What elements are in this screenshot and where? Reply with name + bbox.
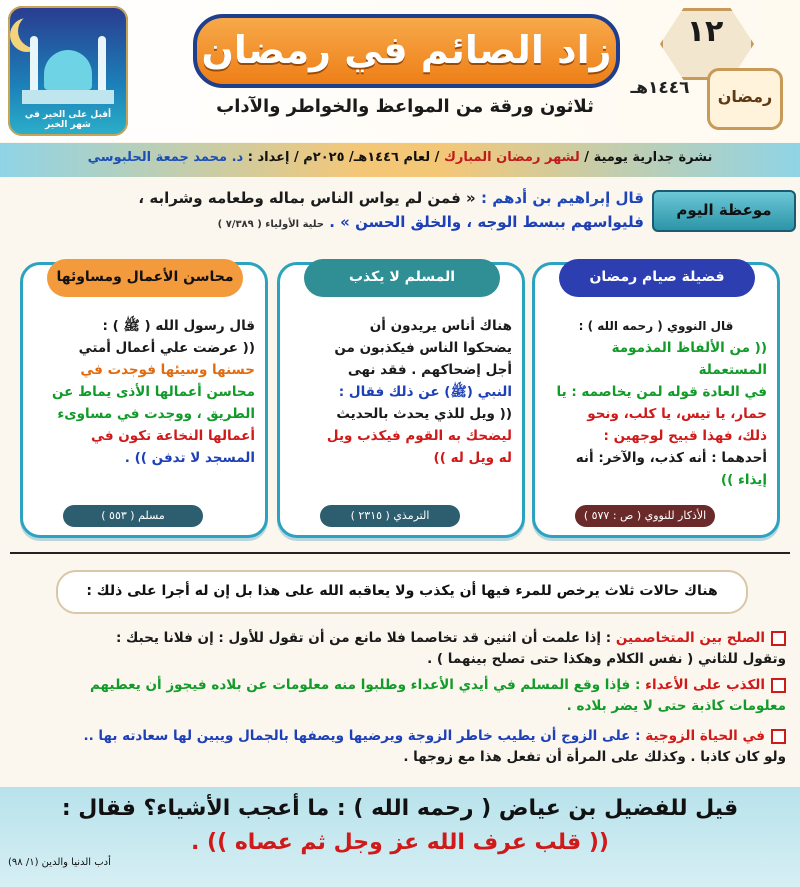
bottom-quote-line-2: (( قلب عرف الله عز وجل ثم عصاه )) .	[191, 830, 609, 855]
card-title: محاسن الأعمال ومساوئها	[47, 259, 243, 297]
card-line: ذلك، فهذا قبيح لوجهين :	[603, 428, 767, 444]
exception-text: : إذا علمت أن اثنين قد تخاصما فلا مانع من أن تقول للأول : إن فلانا يحبك :	[115, 630, 616, 646]
card-line: يضحكوا الناس فيكذبون من	[334, 340, 512, 356]
today-quote	[14, 186, 644, 237]
section-divider	[10, 552, 790, 554]
today-quote-a: « فمن لم يواس الناس بماله وطعامه وشرابه ،	[138, 189, 476, 207]
strip-part-1: نشرة جدارية يومية /	[579, 150, 713, 165]
exception-item	[16, 726, 786, 768]
issue-number: ١٢	[686, 14, 724, 49]
card-line: محاسن أعمالها الأذى يماط عن	[52, 384, 255, 400]
card-line: النبي (ﷺ) عن ذلك فقال :	[338, 384, 512, 400]
exception-item	[16, 628, 786, 670]
card-line: (( من الألفاظ المذمومة المستعملة	[611, 340, 767, 378]
today-speaker: قال إبراهيم بن أدهم :	[480, 189, 644, 207]
card-body	[33, 315, 255, 469]
mosque-dome-icon	[44, 50, 92, 90]
exception-text: وتقول للثاني ( نفس الكلام وهكذا حتى تصلح بينهما ) .	[427, 651, 786, 667]
bottom-source: أدب الدنيا والدين (١/ ٩٨)	[8, 857, 111, 868]
card-source: الأذكار للنووي ( ص : ٥٧٧ )	[575, 505, 715, 527]
mosque-base	[22, 90, 114, 104]
bottom-quote-line-1: قيل للفضيل بن عياض ( رحمه الله ) : ما أعجب الأشياء؟ فقال :	[61, 796, 739, 821]
strip-part-2: لشهر رمضان المبارك	[443, 150, 580, 165]
card-line: هناك أناس يريدون أن	[369, 318, 512, 334]
card-line: المسجد لا تدفن )) .	[124, 450, 255, 466]
today-ref: حلية الأولياء ( ٧/٣٨٩ )	[217, 219, 325, 230]
card-muslim-does-not-lie	[277, 262, 525, 538]
mosque-logo	[8, 6, 128, 136]
card-body	[545, 315, 767, 491]
today-label: موعظة اليوم	[652, 190, 796, 232]
today-quote-b: فليواسهم ببسط الوجه ، والخلق الحسن » .	[329, 213, 644, 231]
card-body	[290, 315, 512, 469]
card-fasting-virtue	[532, 262, 780, 538]
card-line: له ويل له ))	[433, 450, 512, 466]
exception-label: الكذب على الأعداء	[645, 677, 765, 693]
card-intro: قال النووي ( رحمه الله ) :	[578, 319, 734, 333]
card-line: (( ويل للذي يحدث بالحديث	[336, 406, 512, 422]
info-strip-text	[8, 150, 792, 165]
card-line: إيذاء ))	[720, 472, 767, 488]
strip-part-3: / لعام ١٤٤٦هـ/ ٢٠٢٥م / إعداد :	[243, 150, 444, 165]
exception-text: : على الزوج أن يطيب خاطر الزوجة ويرضيها ويصفها بالجمال ويبين لها سعادته بها ..	[83, 728, 646, 744]
card-title: فضيلة صيام رمضان	[559, 259, 755, 297]
year-label: ١٤٤٦هـ	[630, 78, 690, 98]
card-line: (( عرضت علي أعمال أمتي	[78, 340, 255, 356]
card-line: أحدهما : أنه كذب، والآخر: أنه	[575, 450, 767, 466]
exception-label: في الحياة الزوجية	[645, 728, 765, 744]
page-title: زاد الصائم في رمضان	[193, 14, 620, 88]
checkbox-icon	[771, 729, 786, 744]
card-source: مسلم ( ٥٥٣ )	[63, 505, 203, 527]
card-source: الترمذي ( ٢٣١٥ )	[320, 505, 460, 527]
card-line: في العادة قوله لمن يخاصمه : يا	[556, 384, 767, 400]
checkbox-icon	[771, 678, 786, 693]
card-line: حمار، يا تيس، يا كلب، ونحو	[587, 406, 767, 422]
exception-item	[16, 675, 786, 717]
card-line: أعمالها النخاعة تكون في	[91, 428, 255, 444]
logo-caption: أقبل على الخير في شهر الخير	[24, 110, 112, 130]
card-line: أجل إضحاكهم . فقد نهى	[347, 362, 512, 378]
exception-label: الصلح بين المتخاصمين	[615, 630, 765, 646]
exceptions-header: هناك حالات ثلاث يرخص للمرء فيها أن يكذب ولا يعاقبه الله على هذا بل إن له أجرا على ذلك :	[56, 570, 748, 614]
exception-text: معلومات كاذبة حتى لا يضر بلاده .	[566, 698, 786, 714]
page-subtitle: ثلاثون ورقة من المواعظ والخواطر والآداب	[216, 96, 594, 117]
card-title: المسلم لا يكذب	[304, 259, 500, 297]
ramadan-badge: رمضان	[707, 68, 783, 130]
card-line: حسنها وسيئها فوجدت في	[80, 362, 255, 378]
card-line: ليضحك به القوم فيكذب ويل	[326, 428, 512, 444]
card-good-and-bad-deeds	[20, 262, 268, 538]
checkbox-icon	[771, 631, 786, 646]
strip-author: د. محمد جمعة الحلبوسي	[87, 150, 244, 165]
exception-text: ولو كان كاذبا . وكذلك على المرأة أن تفعل هذا مع زوجها .	[403, 749, 786, 765]
card-line: الطريق ، ووجدت في مساوىء	[57, 406, 255, 422]
card-line: قال رسول الله ( ﷺ ) :	[102, 318, 255, 334]
exception-text: : فإذا وقع المسلم في أيدي الأعداء وطلبوا منه معلومات عن بلاده فيجوز أن يعطيهم	[89, 677, 646, 693]
